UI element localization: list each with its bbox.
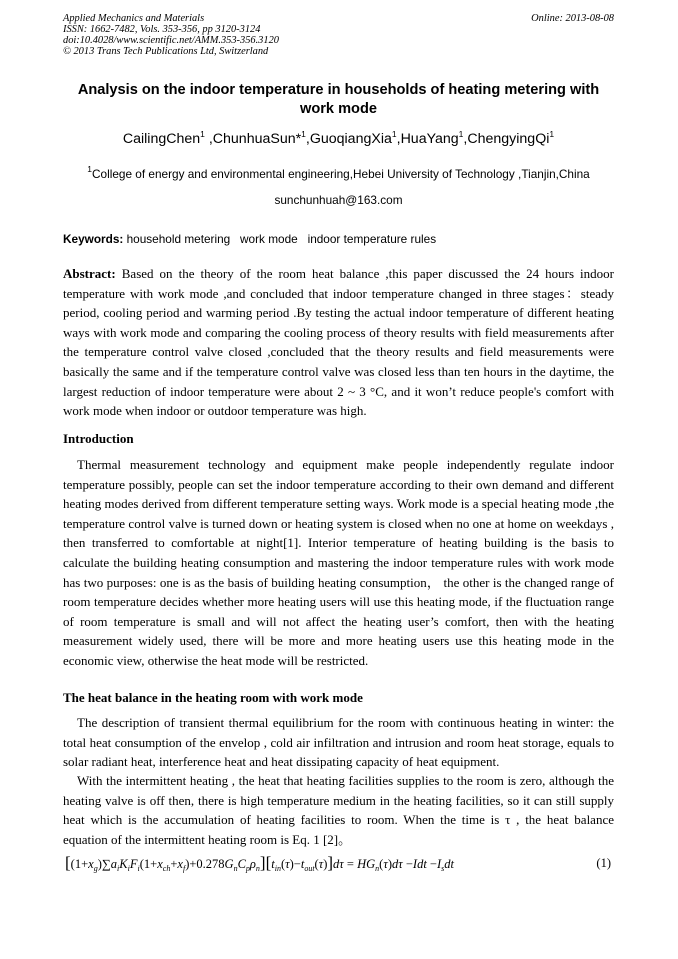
journal-name: Applied Mechanics and Materials [63, 13, 205, 24]
journal-header [63, 13, 614, 57]
abstract-label: Abstract: [63, 266, 116, 281]
author-name: ChunhuaSun* [212, 131, 302, 147]
heat-balance-paragraph-1: The description of transient thermal equilibrium for the room with continuous heating in winter: the total heat consumption of the envelop , cold air infiltration and intrusion and room heat storage, equals to solar radiant heat, interference heat and heat dissipating capacity of heat equipment. [63, 715, 614, 770]
introduction-paragraph: Thermal measurement technology and equipment make people independently regulate indoor temperature possibly, people can set the indoor temperature according to their own demand and different heating modes derived from different temperature setting ways. Work mode is a special heating mode ,the temperature control valve is turned down or heating system is closed when no one at home on weekdays , then transferred to comfortable at night[1]. Interior temperature of heating building is the basis to calculate the building heating consumption and mastering the indoor temperature rules with work mode has two purposes: one is as the basis of building heating consumption， the other is the changed range of room temperature decides whether more heating users will use this heating mode, if the fluctuation range of room temperature is small and will not affect the heating user’s comfort, then with the heating measurement widely used, there will be more and more heating users use this heating mode in the economic view, otherwise the heat mode will be restricted. [63, 457, 614, 668]
equation-number: (1) [596, 856, 611, 870]
keywords-label: Keywords: [63, 232, 124, 246]
affiliation-mark: 1 [87, 164, 92, 174]
section-heading-heat-balance: The heat balance in the heating room with work mode [63, 690, 363, 705]
affiliation-text: College of energy and environmental engineering,Hebei University of Technology ,Tianjin,China [92, 167, 590, 181]
equation-body: $[(1+x_g)\sum a_iK_iF_i(1+x_{ch}+x_f)+0.278G_nC_p\rho_n][t_{in}(\tau)-t_{out}(\tau)]d\tau = HG_n(\tau)d\tau -Idt -I_sdt$ [65, 853, 455, 873]
doi-line: doi:10.4028/www.scientific.net/AMM.353-356.3120 [63, 35, 279, 46]
author-list: CailingChen$^1$ ,ChunhuaSun*$^1$,GuoqiangXia$^1$,HuaYang$^1$,ChengyingQi$^1$ [122, 129, 555, 147]
equation-1 [63, 851, 614, 875]
paper-title: Analysis on the indoor temperature in households of heating metering with work mode [77, 82, 600, 117]
abstract [63, 264, 614, 421]
author-affiliation-mark: 1 [391, 129, 397, 139]
author-affiliation-mark: 1 [549, 129, 555, 139]
author-affiliation-mark: 1 [301, 129, 306, 139]
copyright-line: © 2013 Trans Tech Publications Ltd, Switzerland [63, 46, 269, 57]
author-name: CailingChen [122, 131, 201, 147]
author-affiliation-mark: 1 [200, 129, 205, 139]
issn-line: ISSN: 1662-7482, Vols. 353-356, pp 3120-3124 [63, 24, 261, 35]
author-affiliation-mark: 1 [458, 129, 464, 139]
keywords-text: household metering work mode indoor temperature rules [123, 232, 437, 246]
section-heading-introduction: Introduction [63, 431, 134, 446]
affiliation [63, 166, 614, 182]
keywords [63, 231, 614, 247]
heat-balance-paragraph-2: With the intermittent heating , the heat that heating facilities supplies to the room is zero, although the heating valve is off then, there is high temperature medium in the heating facilities, so it can still supply heat which is the accumulation of heating facilities to room. When the time is τ , the heat balance equation of the intermittent heating room is Eq. 1 [2]。 [63, 773, 614, 847]
online-date: Online: 2013-08-08 [531, 13, 614, 24]
author-name: GuoqiangXia [309, 131, 392, 147]
author-name: ChengyingQi [467, 131, 550, 147]
author-name: HuaYang [400, 131, 459, 147]
abstract-text: Based on the theory of the room heat balance ,this paper discussed the 24 hours indoor temperature with work mode ,and concluded that indoor temperature changed in three stages：steady period, cooling period and warming period .By testing the actual indoor temperature of different heating ways with work mode and comparing the cooling process of theory results with field measurements after the temperature control valve closed ,concluded that the theory results and field measurements were basically the same and if the temperature control valve was closed less than ten hours in the daytime, the largest reduction of indoor temperature were about 2 ~ 3 °C, and it won’t reduce people's comfort with work mode when indoor or outdoor temperature was high. [63, 266, 614, 419]
contact-email[interactable]: sunchunhuah@163.com [274, 193, 403, 207]
